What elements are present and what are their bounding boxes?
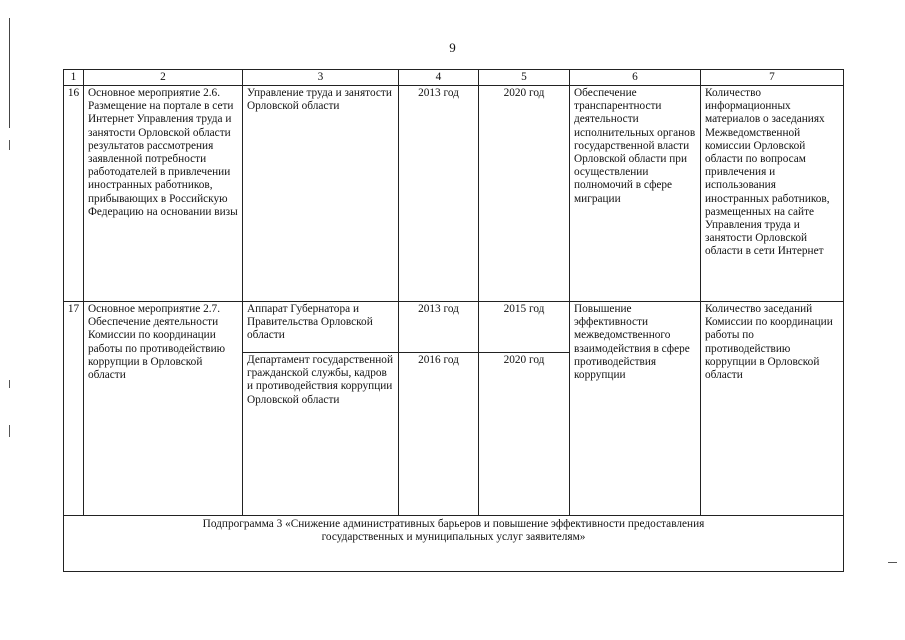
column-header: 6 (570, 70, 701, 86)
event-cell: Основное мероприятие 2.6. Размещение на портале в сети Интернет Управления труда и занятости Орловской области результатов рассмотрения заявленной потребности работодателей в привлечении иностранных работников, прибывающих в Российскую Федерацию на основании визы (84, 86, 243, 302)
end-year-cell: 2020 год (479, 353, 570, 516)
indicator-cell: Количество заседаний Комиссии по координации работы по противодействию коррупции в Орловской области (701, 302, 844, 516)
row-number: 17 (64, 302, 84, 516)
executor-cell: Аппарат Губернатора и Правительства Орловской области (243, 302, 399, 353)
row-number: 16 (64, 86, 84, 302)
column-header: 5 (479, 70, 570, 86)
right-margin-mark (888, 562, 897, 563)
end-year-cell: 2015 год (479, 302, 570, 353)
end-year-cell: 2020 год (479, 86, 570, 302)
page-number: 9 (449, 40, 456, 55)
column-number-row (64, 70, 844, 86)
start-year-cell: 2013 год (399, 86, 479, 302)
start-year-cell: 2016 год (399, 353, 479, 516)
subprogram-heading (64, 516, 844, 572)
column-header: 4 (399, 70, 479, 86)
result-cell: Повышение эффективности межведомственного взаимодействия в сфере противодействия коррупции (570, 302, 701, 516)
subprogram-title-line: Подпрограмма 3 «Снижение административных барьеров и повышение эффективности предоставления (202, 518, 705, 530)
executor-cell: Управление труда и занятости Орловской области (243, 86, 399, 302)
column-header: 3 (243, 70, 399, 86)
start-year-cell: 2013 год (399, 302, 479, 353)
executor-cell: Департамент государственной гражданской службы, кадров и противодействия коррупции Орловской области (243, 353, 399, 516)
left-margin-mark (9, 425, 10, 437)
subprogram-title-line: государственных и муниципальных услуг заявителям» (321, 531, 586, 544)
event-cell: Основное мероприятие 2.7. Обеспечение деятельности Комиссии по координации работы по противодействию коррупции в Орловской области (84, 302, 243, 516)
program-table (63, 69, 844, 572)
table-row (64, 302, 844, 353)
subprogram-row (64, 516, 844, 572)
left-margin-mark (9, 140, 10, 150)
table-row (64, 86, 844, 302)
column-header: 7 (701, 70, 844, 86)
indicator-cell: Количество информационных материалов о заседаниях Межведомственной комиссии Орловской области по вопросам привлечения и использования иностранных работников, размещенных на сайте Управления труда и занятости Орловской области в сети Интернет (701, 86, 844, 302)
column-header: 1 (64, 70, 84, 86)
result-cell: Обеспечение транспарентности деятельности исполнительных органов государственной власти Орловской области при осуществлении полномочий в сфере миграции (570, 86, 701, 302)
column-header: 2 (84, 70, 243, 86)
left-margin-line (9, 18, 10, 128)
left-margin-mark (9, 380, 10, 388)
